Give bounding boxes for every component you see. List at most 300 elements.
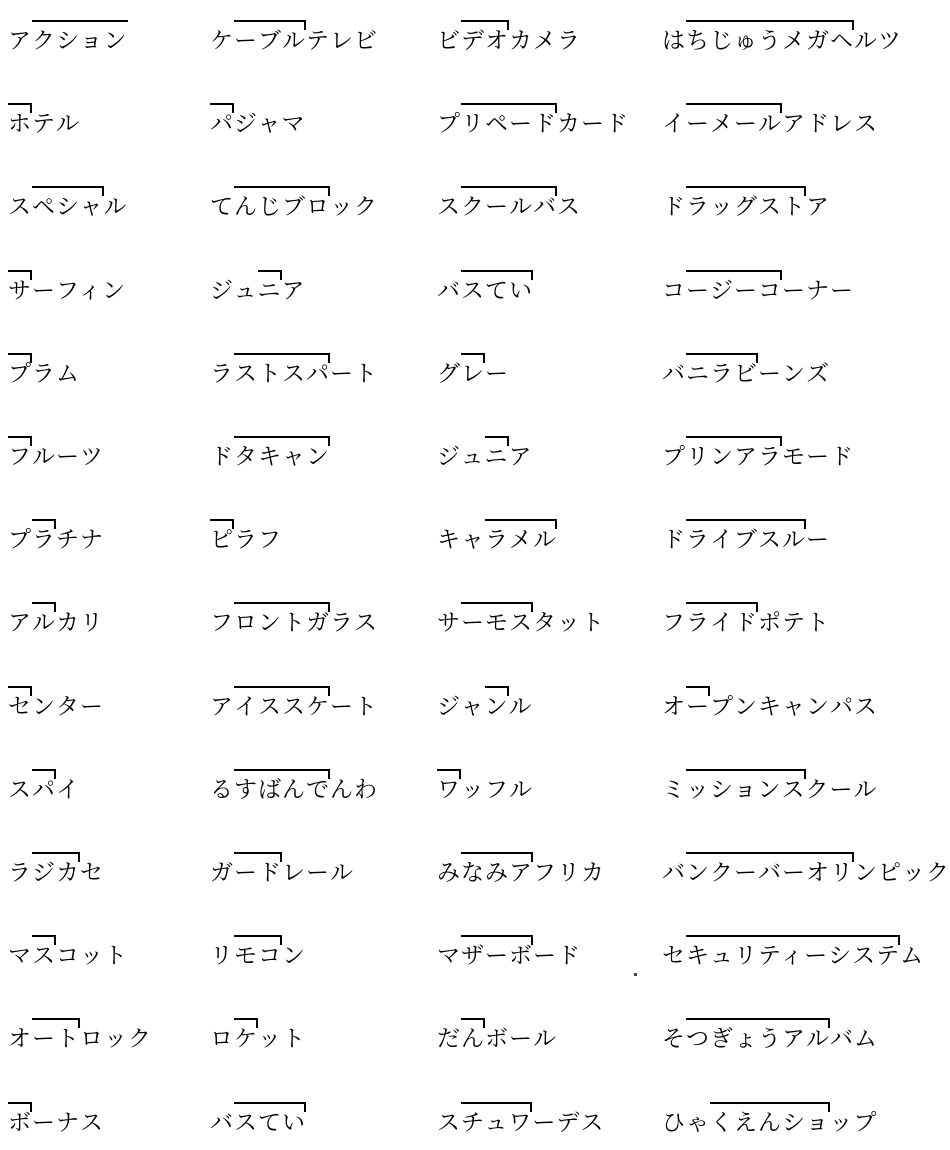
mora: ト — [806, 610, 830, 637]
mora: ア — [509, 860, 533, 886]
mora: ッ — [461, 776, 485, 803]
mora: ル — [330, 860, 354, 886]
mora: リ — [686, 444, 710, 470]
mora: サ — [8, 277, 32, 304]
mora: ー — [32, 277, 56, 304]
mora: プ — [8, 527, 32, 554]
mora: ー — [532, 1109, 557, 1136]
mora: ム — [854, 1026, 878, 1053]
accented-word — [210, 840, 354, 888]
mora: ン — [282, 943, 306, 970]
accented-word — [662, 258, 854, 306]
mora: る — [210, 776, 234, 803]
word-cell — [437, 923, 581, 983]
mora: ケ — [210, 28, 234, 54]
word-cell — [8, 923, 128, 983]
word-cell — [8, 1090, 104, 1150]
accented-word — [210, 424, 330, 472]
mora: ル — [509, 776, 533, 803]
mora: ス — [80, 1109, 104, 1136]
mora: ー — [330, 693, 354, 720]
mora: リ — [830, 860, 854, 886]
mora: コ — [258, 943, 282, 970]
mora: ボ — [485, 1026, 509, 1053]
accented-word — [8, 91, 80, 139]
mora: レ — [830, 111, 854, 138]
mora: レ — [330, 28, 354, 54]
accented-word — [662, 923, 924, 971]
mora: バ — [662, 860, 686, 886]
mora: ン — [102, 277, 127, 304]
word-cell — [210, 840, 354, 900]
mora: ッ — [710, 194, 734, 221]
mora: バ — [210, 1109, 234, 1136]
mora: ン — [734, 693, 758, 720]
mora: ル — [806, 1026, 830, 1053]
mora: デ — [461, 28, 485, 54]
mora: フ — [662, 610, 686, 637]
word-cell — [210, 1006, 306, 1066]
mora: ん — [282, 776, 306, 803]
stray-dot-mark — [634, 973, 637, 976]
mora: ル — [533, 527, 557, 554]
mora: ラ — [557, 28, 581, 54]
mora: ー — [734, 111, 758, 138]
mora: ー — [485, 360, 509, 387]
mora: ル — [758, 111, 782, 138]
mora: ス — [580, 1109, 605, 1136]
mora: そ — [662, 1026, 686, 1053]
mora: カ — [509, 28, 533, 54]
mora: ン — [782, 360, 806, 387]
mora: ト — [258, 360, 282, 387]
mora: ボ — [509, 943, 533, 970]
mora: パ — [306, 360, 330, 387]
mora: ラ — [8, 860, 32, 886]
mora: ル — [508, 693, 533, 720]
mora: で — [306, 776, 330, 803]
mora: ブ — [734, 527, 758, 554]
mora: ー — [80, 693, 104, 720]
mora: ー — [461, 610, 485, 637]
word-cell — [437, 424, 533, 484]
mora: フィ — [56, 277, 103, 304]
mora: プ — [8, 360, 32, 387]
mora: ル — [853, 776, 878, 803]
mora: イ — [234, 693, 258, 720]
mora: オ — [662, 693, 686, 720]
mora: オ — [485, 28, 509, 54]
mora: ス — [509, 610, 533, 637]
mora: モ — [782, 444, 806, 470]
word-cell — [662, 258, 854, 318]
word-cell — [8, 341, 80, 401]
mora: ー — [806, 444, 830, 470]
accented-word — [210, 1006, 306, 1054]
word-cell — [437, 507, 557, 567]
mora: タ — [533, 610, 557, 637]
accented-word — [662, 507, 830, 555]
word-cell — [437, 590, 605, 650]
accented-word — [8, 8, 128, 56]
mora: イ — [710, 610, 734, 637]
word-cell — [437, 1006, 557, 1066]
mora: イ — [56, 776, 80, 803]
mora: ル — [282, 28, 306, 54]
mora: レ — [461, 360, 485, 387]
mora: ン — [484, 693, 509, 720]
mora: ラ — [210, 360, 234, 387]
word-cell — [662, 923, 924, 983]
mora: ツ — [80, 444, 104, 470]
mora: リ — [210, 943, 234, 970]
accented-word — [210, 8, 378, 56]
mora: ス — [781, 776, 806, 803]
mora: ー — [581, 111, 605, 138]
mora: ン — [710, 444, 734, 470]
accented-word — [210, 590, 378, 638]
mora: ド — [734, 610, 758, 637]
accented-word — [437, 757, 533, 805]
word-cell — [210, 258, 306, 318]
accented-word — [662, 1006, 878, 1054]
mora: カ — [557, 111, 581, 138]
mora: ト — [354, 360, 378, 387]
accented-word — [210, 674, 378, 722]
mora: イ — [710, 527, 734, 554]
mora: ア — [281, 277, 306, 304]
accented-word — [210, 757, 378, 805]
accented-word — [210, 258, 306, 306]
mora: ド — [806, 111, 830, 138]
mora: ー — [509, 1026, 533, 1053]
mora: ス — [8, 776, 32, 803]
mora: ボ — [8, 1109, 32, 1136]
mora: え — [734, 1109, 758, 1136]
mora: モ — [234, 943, 258, 970]
mora: コ — [56, 943, 80, 970]
mora: だ — [437, 1026, 461, 1053]
mora: フ — [8, 444, 32, 470]
mora: バ — [533, 194, 557, 221]
mora: モ — [485, 610, 509, 637]
accented-word — [437, 674, 533, 722]
mora: ッ — [258, 1026, 282, 1053]
accented-word — [8, 757, 80, 805]
mora: ショ — [710, 776, 758, 803]
mora: ス — [852, 943, 877, 970]
mora: ビ — [734, 360, 758, 387]
mora: ガ — [210, 860, 234, 886]
word-cell — [8, 757, 80, 817]
mora: ッ — [829, 1109, 854, 1136]
accented-word — [8, 674, 104, 722]
mora: う — [758, 28, 782, 54]
accented-word — [8, 341, 80, 389]
word-cell — [662, 91, 878, 151]
accented-word — [8, 1090, 104, 1138]
mora: ス — [32, 943, 56, 970]
mora: レ — [282, 860, 306, 886]
word-cell — [8, 1006, 152, 1066]
word-cell — [437, 341, 509, 401]
mora: ル — [533, 1026, 557, 1053]
mora: ド — [258, 860, 282, 886]
accented-word — [210, 174, 378, 222]
word-cell — [210, 923, 306, 983]
mora: マ — [8, 943, 32, 970]
mora: ん — [758, 1109, 782, 1136]
mora: ショ — [782, 1109, 830, 1136]
mora: ー — [485, 194, 509, 221]
mora: ロ — [306, 194, 330, 221]
mora: カ — [56, 860, 80, 886]
word-cell — [8, 174, 128, 234]
mora: ガ — [306, 610, 330, 637]
mora: ナ — [80, 527, 104, 554]
accented-word — [662, 174, 830, 222]
mora: ショ — [56, 28, 104, 54]
mora: ン — [258, 610, 282, 637]
mora: バ — [437, 277, 461, 304]
mora: ア — [508, 444, 533, 470]
mora: ナ — [56, 1109, 80, 1136]
mora: ティ — [758, 943, 805, 970]
mora: ス — [437, 1109, 461, 1136]
accented-word — [437, 8, 581, 56]
accented-word — [437, 341, 509, 389]
mora: ド — [662, 194, 686, 221]
mora: ホ — [8, 111, 32, 138]
mora: ナ — [806, 277, 830, 304]
word-cell — [210, 341, 378, 401]
mora: ー — [782, 277, 806, 304]
accented-word — [437, 840, 605, 888]
mora: セ — [80, 860, 104, 886]
accented-word — [210, 91, 306, 139]
accented-word — [8, 840, 104, 888]
mora: ッ — [686, 776, 710, 803]
mora: ア — [782, 1026, 806, 1053]
word-cell — [210, 757, 378, 817]
mora: チ — [56, 527, 80, 554]
mora: ー — [830, 277, 854, 304]
mora: ン — [854, 860, 878, 886]
mora: じ — [258, 194, 282, 221]
mora: ル — [32, 610, 56, 637]
mora: う — [758, 1026, 782, 1053]
mora: ル — [56, 111, 80, 138]
mora: ク — [461, 194, 485, 221]
mora: ト — [581, 610, 605, 637]
accented-word — [210, 341, 378, 389]
mora: ビ — [354, 28, 378, 54]
mora: ン — [306, 444, 330, 470]
accented-word — [437, 1006, 557, 1054]
mora: キャ — [437, 527, 485, 554]
mora: ー — [485, 943, 509, 970]
mora: パ — [830, 693, 854, 720]
mora: ー — [686, 693, 710, 720]
accented-word — [662, 1090, 878, 1138]
mora: ピ — [878, 860, 902, 886]
accented-word — [8, 174, 128, 222]
mora: ラ — [686, 527, 710, 554]
word-cell — [437, 258, 533, 318]
mora: ジャ — [437, 693, 485, 720]
mora: ガ — [806, 28, 830, 54]
mora: キャ — [258, 444, 306, 470]
mora: ア — [806, 194, 830, 221]
mora: ス — [282, 360, 306, 387]
mora: て — [210, 194, 234, 221]
word-cell — [210, 8, 378, 68]
mora: ば — [258, 776, 282, 803]
mora: は — [662, 28, 686, 54]
mora: プ — [853, 1109, 878, 1136]
mora: ー — [234, 860, 258, 886]
accented-word — [8, 590, 104, 638]
word-cell — [437, 174, 581, 234]
mora: ド — [830, 444, 854, 470]
word-cell — [210, 590, 378, 650]
word-cell — [662, 840, 950, 900]
word-cell — [8, 840, 104, 900]
mora: オ — [8, 1026, 32, 1053]
mora: リ — [557, 860, 581, 886]
word-cell — [8, 590, 104, 650]
mora: な — [461, 860, 485, 886]
mora: キュ — [686, 943, 734, 970]
mora: ペ — [485, 111, 509, 138]
mora: ド — [557, 943, 581, 970]
mora: コ — [662, 277, 686, 304]
word-cell — [662, 507, 830, 567]
mora: グ — [734, 194, 758, 221]
mora: ス — [234, 1109, 258, 1136]
accented-word — [662, 840, 950, 888]
mora: パ — [32, 776, 56, 803]
word-cell — [662, 590, 830, 650]
mora: バ — [662, 360, 686, 387]
mora: ー — [330, 360, 354, 387]
mora: フ — [485, 776, 509, 803]
accented-word — [8, 923, 128, 971]
mora: タ — [234, 444, 258, 470]
word-cell — [662, 674, 878, 734]
accented-word — [662, 590, 830, 638]
mora: パ — [210, 111, 234, 138]
mora: ひゃ — [662, 1109, 710, 1136]
mora: セ — [662, 943, 686, 970]
mora: プ — [437, 111, 461, 138]
mora: ニ — [686, 360, 710, 387]
mora: ー — [806, 527, 830, 554]
mora: ニ — [484, 444, 509, 470]
mora: リ — [734, 943, 758, 970]
mora: ー — [533, 943, 557, 970]
mora: ー — [56, 444, 80, 470]
mora: ス — [258, 693, 282, 720]
mora: メ — [710, 111, 734, 138]
mora: ア — [210, 693, 234, 720]
mora: ト — [282, 1026, 306, 1053]
mora: キャ — [758, 693, 806, 720]
word-cell — [662, 341, 830, 401]
mora: マ — [437, 943, 461, 970]
word-cell — [662, 424, 854, 484]
mora: マ — [281, 111, 306, 138]
mora: ク — [128, 1026, 152, 1053]
mora: ス — [437, 194, 461, 221]
mora: ラ — [32, 360, 56, 387]
mora: チュ — [461, 1109, 509, 1136]
mora: ぎょ — [710, 1026, 758, 1053]
mora: て — [258, 1109, 282, 1136]
mora: ア — [734, 444, 758, 470]
mora: テ — [876, 943, 901, 970]
mora: ー — [686, 277, 710, 304]
accented-word — [8, 507, 104, 555]
word-cell — [8, 424, 104, 484]
mora: ラ — [330, 610, 354, 637]
mora: ル — [509, 194, 533, 221]
mora: ジュ — [210, 277, 258, 304]
word-cell — [437, 757, 533, 817]
mora: コ — [758, 277, 782, 304]
mora: メ — [533, 28, 557, 54]
accented-word — [8, 424, 104, 472]
word-cell — [210, 91, 306, 151]
mora: ポ — [758, 610, 782, 637]
mora: ン — [103, 28, 128, 54]
mora: メ — [782, 28, 806, 54]
mora: ペ — [32, 194, 56, 221]
accented-word — [437, 507, 557, 555]
mora: ド — [605, 111, 629, 138]
mora: ケ — [306, 693, 330, 720]
mora: ン — [32, 693, 56, 720]
mora: ス — [854, 693, 878, 720]
mora: ッ — [104, 1026, 128, 1053]
mora: テ — [782, 610, 806, 637]
mora: ク — [32, 28, 56, 54]
mora: ス — [234, 360, 258, 387]
accented-word — [437, 590, 605, 638]
mora: テ — [32, 111, 56, 138]
mora: ト — [354, 693, 378, 720]
word-cell — [8, 258, 126, 318]
mora: つ — [686, 1026, 710, 1053]
mora: グ — [437, 360, 461, 387]
mora: い — [282, 1109, 306, 1136]
word-cell — [8, 674, 104, 734]
word-cell — [662, 8, 902, 68]
word-cell — [437, 674, 533, 734]
accented-word — [662, 674, 878, 722]
accented-word — [437, 258, 533, 306]
mora: み — [485, 860, 509, 886]
mora: ラ — [686, 194, 710, 221]
mora: カ — [581, 860, 605, 886]
mora: ジ — [710, 277, 734, 304]
mora: て — [485, 277, 509, 304]
mora: ス — [8, 194, 32, 221]
mora: わ — [354, 776, 378, 803]
mora: ザ — [461, 943, 485, 970]
mora: ミ — [662, 776, 686, 803]
accented-word — [210, 1090, 306, 1138]
